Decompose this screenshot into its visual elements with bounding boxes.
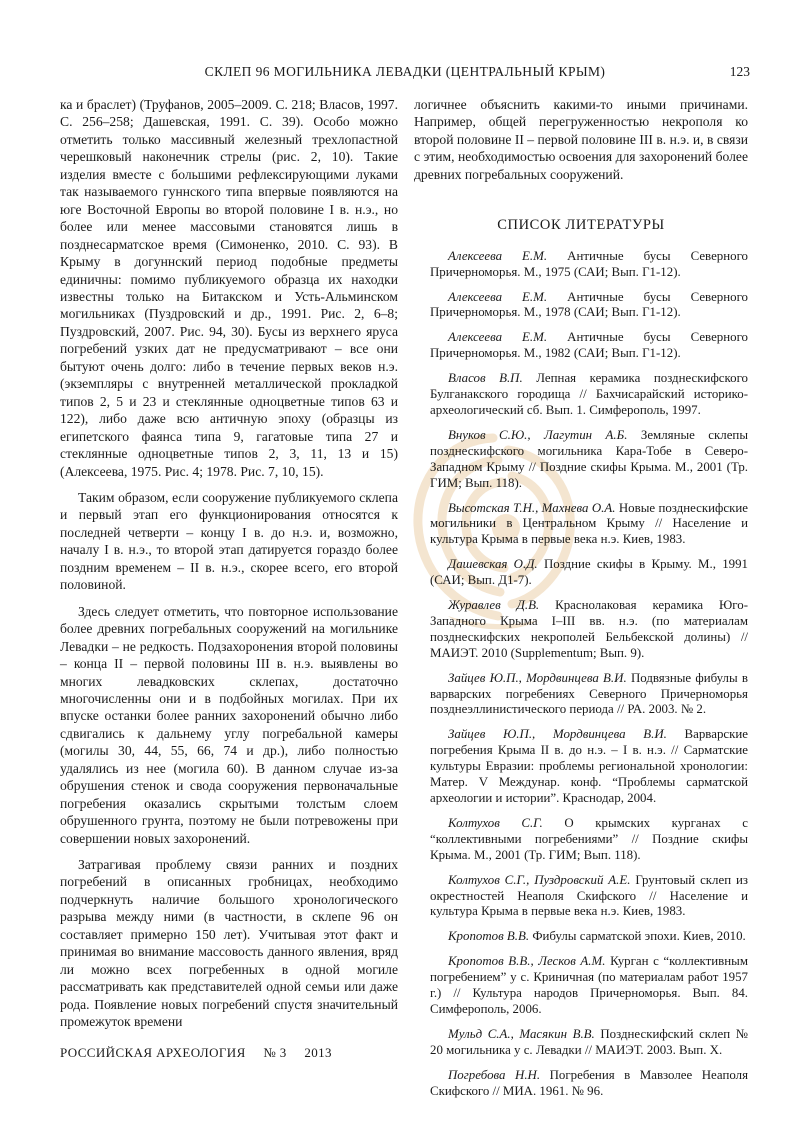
- body-paragraph-continuation: логичнее объяснить какими-то иными причинами. Например, общей перегруженностью некрополя ко второй половине II – первой половине III в. н.э. и, в связи с этим, необходимостью освоения для захоронений более древних погребальных сооружений.: [414, 97, 748, 182]
- footer-year: 2013: [304, 1045, 332, 1060]
- reference-text: Варварские погребения Крыма II в. до н.э. – I в. н.э. // Сарматские культуры Евразии: проблемы региональной хронологии: Матер. V Междунар. конф. “Проблемы сарматской археологии и истории”. Краснодар, 2004.: [430, 727, 748, 805]
- reference-text: О крымских курганах с “коллективными погребениями” // Поздние скифы Крыма. М., 2001 (Тр. ГИМ; Вып. 118).: [430, 815, 748, 862]
- reference-entry: [414, 598, 748, 662]
- footer-issue: № 3: [263, 1045, 287, 1060]
- reference-entry: [414, 1068, 748, 1100]
- reference-entry: [414, 428, 748, 492]
- reference-text: Лепная керамика позднескифского Булганакского городища // Бахчисарайский историко-археологический сб. Вып. 1. Симферополь, 1997.: [430, 371, 748, 417]
- reference-author: Журавлев Д.В.: [448, 598, 540, 613]
- left-column: [60, 96, 398, 1040]
- reference-author: Погребова Н.Н.: [448, 1067, 541, 1082]
- reference-author: Дашевская О.Д.: [448, 557, 538, 572]
- page-number: 123: [729, 64, 750, 79]
- reference-entry: [414, 249, 748, 281]
- reference-text: Античные бусы Северного Причерноморья. М., 1975 (САИ; Вып. Г1-12).: [430, 248, 748, 279]
- body-paragraph: Затрагивая проблему связи ранних и поздних погребений в описанных гробницах, необходимо подчеркнуть наличие большого хронологического разрыва между ними (в частности, в склепе 96 он составляет примерно 150 лет). Учитывая этот факт и принимая во внимание массовость данного явления, вряд ли можно всех погребенных в одной могиле рассматривать как представителей одной семьи или даже рода. Появление новых погребений спустя значительный промежуток времени: [60, 857, 398, 1030]
- reference-author: Алексеева Е.М.: [448, 289, 548, 304]
- reference-text: Земляные склепы позднескифского могильника Кара-Тобе в Северо-Западном Крыму // Поздние скифы Крыма. М., 2001 (Тр. ГИМ; Вып. 118).: [430, 427, 748, 490]
- reference-entry: [414, 1027, 748, 1059]
- reference-entry: [414, 330, 748, 362]
- body-paragraph: Таким образом, если сооружение публикуемого склепа и первый этап его функционирования относятся к последней четверти – концу I в. до н.э. и, возможно, началу I в. н.э., то второй этап датируется гораздо более поздним временем – II в. н.э., скорее всего, его второй половиной.: [60, 489, 398, 593]
- right-column: [414, 96, 748, 1109]
- reference-text: Грунтовый склеп из окрестностей Неаполя Скифского // Население и культура Крыма в первые века н.э. Киев, 1983.: [430, 872, 748, 919]
- reference-author: Колтухов С.Г., Пуздровский А.Е.: [448, 872, 631, 887]
- reference-text: Краснолаковая керамика Юго-Западного Крыма I–III вв. н.э. (по материалам позднескифских некрополей Бельбекской долины) // МАИЭТ. 2010 (Supplementum; Вып. 9).: [430, 598, 748, 660]
- reference-text: Античные бусы Северного Причерноморья. М., 1978 (САИ; Вып. Г1-12).: [430, 289, 748, 320]
- reference-author: Высотская Т.Н., Махнева О.А.: [448, 500, 616, 515]
- reference-text: Античные бусы Северного Причерноморья. М., 1982 (САИ; Вып. Г1-12).: [430, 330, 748, 361]
- reference-text: Позднескифский склеп № 20 могильника у с. Левадки // МАИЭТ. 2003. Вып. X.: [430, 1026, 748, 1057]
- reference-entry: [414, 816, 748, 864]
- reference-text: Погребения в Мавзолее Неаполя Скифского // МИА. 1961. № 96.: [430, 1067, 749, 1098]
- reference-text: Фибулы сарматской эпохи. Киев, 2010.: [532, 929, 746, 944]
- reference-author: Кропотов В.В., Лесков А.М.: [448, 954, 606, 969]
- references-heading: СПИСОК ЛИТЕРАТУРЫ: [497, 217, 665, 234]
- reference-entry: [414, 557, 748, 589]
- reference-author: Алексеева Е.М.: [448, 248, 548, 263]
- reference-entry: [414, 501, 748, 549]
- reference-text: Новые позднескифские могильники в Центральном Крыму // Население и культура Крыма в первые века н.э. Киев, 1983.: [430, 500, 748, 547]
- reference-author: Мульд С.А., Масякин В.В.: [448, 1026, 595, 1041]
- footer-journal-name: РОССИЙСКАЯ АРХЕОЛОГИЯ: [60, 1045, 246, 1060]
- reference-text: Поздние скифы в Крыму. М., 1991 (САИ; Вып. Д1-7).: [430, 557, 748, 588]
- reference-entry: [414, 290, 748, 322]
- reference-entry: [414, 954, 748, 1018]
- reference-entry: [414, 371, 748, 419]
- page-footer: [60, 1045, 346, 1061]
- body-paragraph: ка и браслет) (Труфанов, 2005–2009. С. 218; Власов, 1997. С. 256–258; Дашевская, 1991. С. 39). Особо можно отметить только массивный железный трехлопастной черешковый наконечник стрелы (рис. 2, 10). Такие изделия вместе с большими рефлексирующими луками так называемого гуннского типа впервые появляются на юге Восточной Европы во второй половине I в. н.э., но более или менее массовыми становятся лишь в позднесарматское время (Симоненко, 2010. С. 93). В Крыму в догуннский период подобные предметы единичны: помимо публикуемого образца их находки известны только на Битакском и Усть-Альминском могильниках (Пуздровский и др., 1991. Рис. 2, 6–8; Пуздровский, 2007. Рис. 94, 30). Бусы из верхнего яруса погребений узких дат не предусматривают – все они бытуют очень долго: либо в течение первых веков н.э. (экземпляры с внутренней металлической прокладкой типов 2, 5 и 23 и стеклянные одноцветные типов 63 и 122), либо даже всю античную эпоху (образцы из египетского фаянса типа 9, гагатовые типа 27 и стеклянные одноцветные типов 2, 3, 11, 13 и 15) (Алексеева, 1975. Рис. 4; 1978. Рис. 7, 10, 15).: [60, 97, 398, 479]
- reference-author: Внуков С.Ю., Лагутин А.Б.: [448, 427, 628, 442]
- reference-author: Колтухов С.Г.: [448, 815, 543, 830]
- reference-entry: [414, 671, 748, 719]
- reference-text: Подвязные фибулы в варварских погребениях Северного Причерноморья позднеэллинистического периода // РА. 2003. № 2.: [430, 670, 748, 717]
- running-title: СКЛЕП 96 МОГИЛЬНИКА ЛЕВАДКИ (ЦЕНТРАЛЬНЫЙ КРЫМ): [204, 64, 606, 79]
- references-list: [414, 249, 748, 1100]
- body-paragraph: Здесь следует отметить, что повторное использование более древних погребальных сооружений на могильнике Левадки – не редкость. Подзахоронения второй половины – конца II – первой половины III в. н.э. выявлены во многих левадковских склепах, достаточно многочисленны они и в подбойных могилах. При их впуске останки более ранних захоронений обычно либо сдвигались к дальнему углу погребальной камеры (могилы 30, 44, 55, 66, 74 и др.), либо полностью удалялись из нее (могила 60). В данном случае из-за обрушения стенок и свода сооружения первоначальные погребения оказались скрытыми толстым слоем обрушенного грунта, поэтому не были потревожены при совершении новых захоронений.: [60, 603, 398, 846]
- reference-entry: [414, 727, 748, 807]
- reference-text: Курган с “коллективным погребением” у с. Криничная (по материалам работ 1957 г.) // Культура народов Причерноморья. Вып. 84. Симферополь, 2006.: [430, 954, 748, 1016]
- reference-author: Алексеева Е.М.: [448, 330, 548, 345]
- reference-entry: [414, 873, 748, 921]
- reference-author: Кропотов В.В.: [448, 929, 530, 944]
- reference-entry: [414, 929, 748, 945]
- running-head: [60, 64, 750, 84]
- reference-author: Власов В.П.: [448, 371, 523, 386]
- reference-author: Зайцев Ю.П., Мордвинцева В.И.: [448, 670, 627, 685]
- reference-author: Зайцев Ю.П., Мордвинцева В.И.: [448, 727, 667, 742]
